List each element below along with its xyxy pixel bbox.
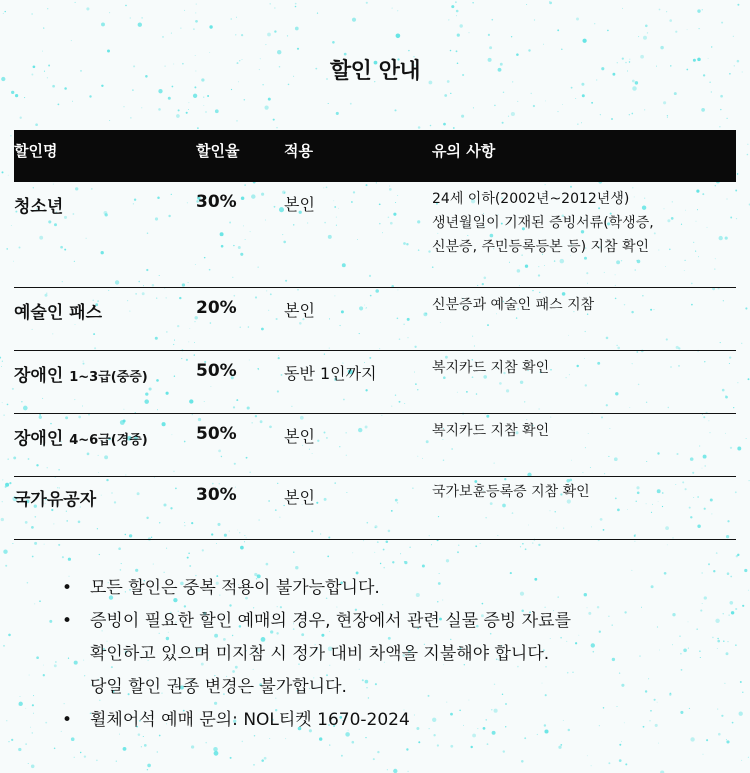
row-divider — [14, 539, 736, 541]
discount-name: 장애인 1~3급(중증) — [14, 366, 148, 386]
discount-rate: 50% — [196, 424, 237, 444]
row-note: 24세 이하(2002년~2012년생) 생년월일이 기재된 증빙서류(학생증, 신분증, 주민등록등본 등) 지참 확인 — [432, 191, 654, 255]
table-row — [14, 414, 736, 477]
row-note: 복지카드 지참 확인 — [432, 360, 550, 376]
bullet-icon: • — [62, 611, 73, 631]
row-note: 복지카드 지참 확인 — [432, 423, 550, 439]
applies-to: 본인 — [284, 301, 315, 320]
table-row — [14, 182, 736, 288]
header-notes: 유의 사항 — [432, 142, 496, 160]
header-applies-to: 적용 — [284, 142, 313, 160]
page-title: 할인 안내 — [329, 59, 421, 84]
discount-name: 청소년 — [14, 197, 64, 217]
header-discount-name: 할인명 — [14, 142, 58, 160]
row-note: 신분증과 예술인 패스 지참 — [432, 297, 595, 313]
notice-item: • 모든 할인은 중복 적용이 불가능합니다. — [60, 572, 700, 605]
notice-item: • 증빙이 필요한 할인 예매의 경우, 현장에서 관련 실물 증빙 자료를 확인하고 있으며 미지참 시 정가 대비 차액을 지불해야 합니다. 당일 할인 권종 변경은 불가합니다. — [60, 605, 700, 704]
table-header — [14, 130, 736, 182]
table-row — [14, 288, 736, 351]
discount-rate: 30% — [196, 485, 237, 505]
applies-to: 본인 — [284, 427, 315, 446]
discount-name: 국가유공자 — [14, 490, 97, 510]
applies-to: 본인 — [284, 195, 315, 214]
applies-to: 본인 — [284, 488, 315, 507]
bullet-icon: • — [62, 710, 73, 730]
table-row — [14, 477, 736, 540]
discount-rate: 50% — [196, 361, 237, 381]
table-row — [14, 351, 736, 414]
discount-name: 장애인 4~6급(경증) — [14, 429, 148, 449]
discount-name: 예술인 패스 — [14, 303, 103, 323]
discount-rate: 20% — [196, 298, 237, 318]
row-note: 국가보훈등록증 지참 확인 — [432, 484, 590, 500]
notice-item: • 휠체어석 예매 문의: NOL티켓 1670-2024 — [60, 704, 700, 737]
bullet-icon: • — [62, 578, 73, 598]
applies-to: 동반 1인까지 — [284, 364, 377, 383]
header-discount-rate: 할인율 — [196, 142, 240, 160]
notice-list — [60, 572, 700, 737]
discount-rate: 30% — [196, 192, 237, 212]
